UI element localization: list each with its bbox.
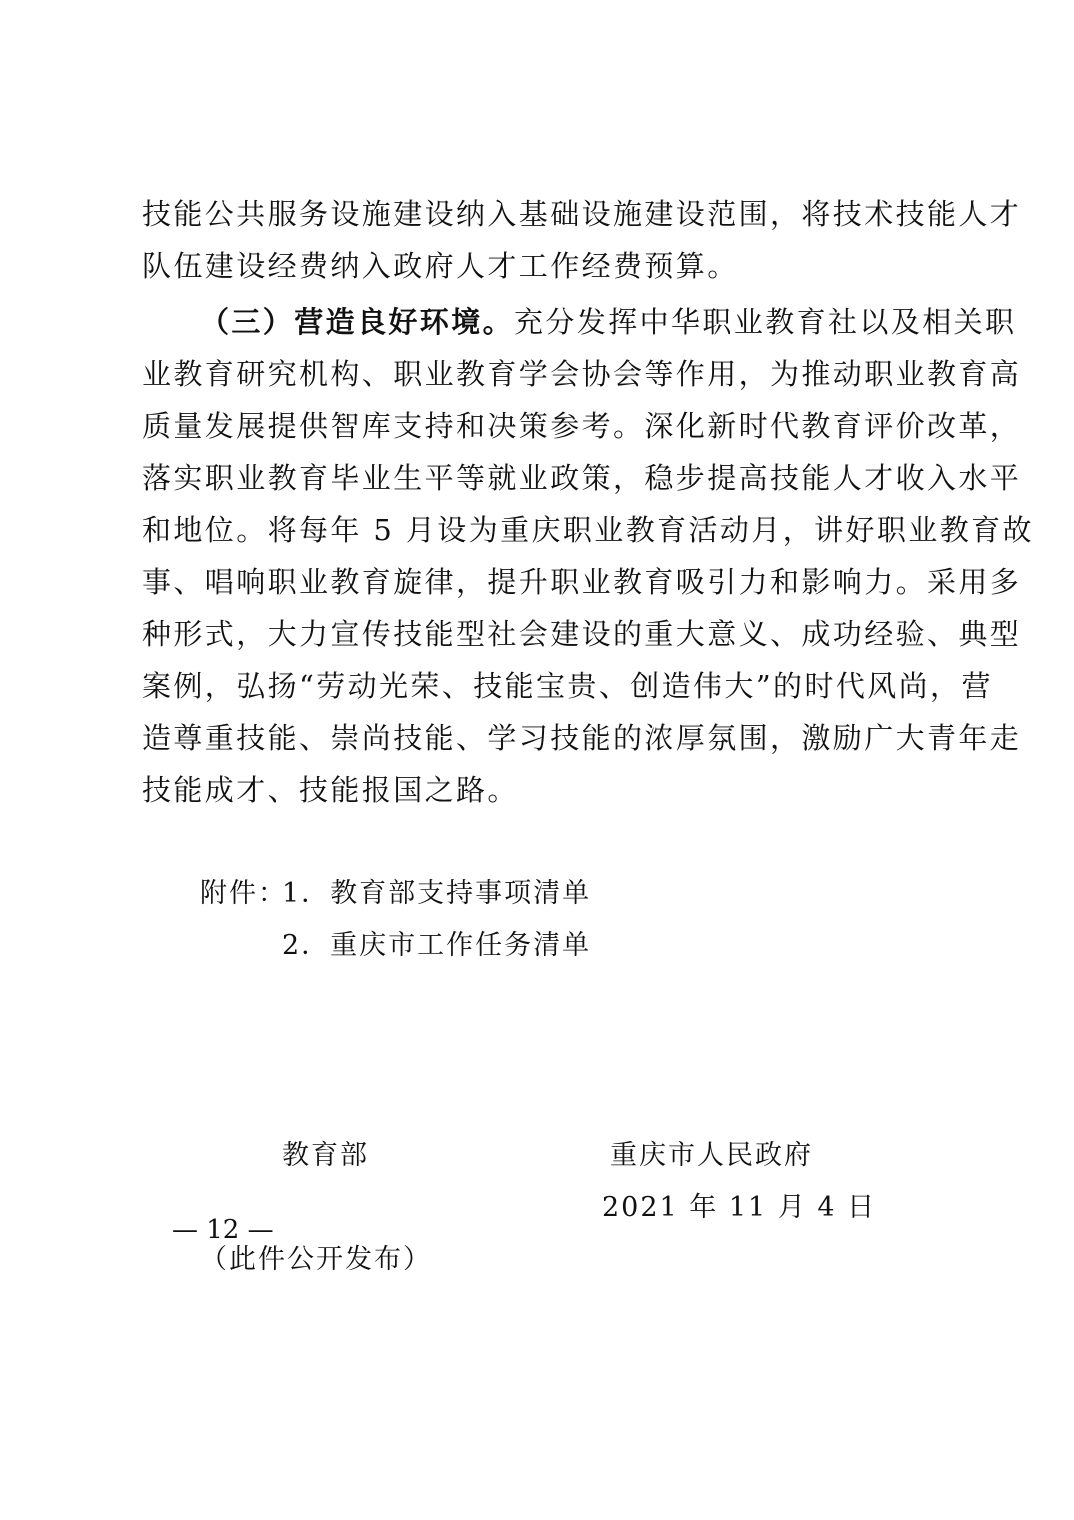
section-heading: （三）营造良好环境。 (200, 305, 515, 339)
body-line-5: 质量发展提供智库支持和决策参考。深化新时代教育评价改革， (142, 409, 1022, 443)
body-line-9: 种形式，大力宣传技能型社会建设的重大意义、成功经验、典型 (142, 617, 1022, 651)
attachment-item-2: 2．重庆市工作任务清单 (282, 930, 592, 961)
page-number: — 12 — (172, 1215, 274, 1245)
attachments-label: 附件： (200, 878, 287, 909)
body-line-2: 队伍建设经费纳入政府人才工作经费预算。 (142, 249, 739, 283)
signature-org-chongqing-government: 重庆市人民政府 (610, 1140, 813, 1171)
body-line-8: 事、唱响职业教育旋律，提升职业教育吸引力和影响力。采用多 (142, 565, 1022, 599)
attachment-item-1: 1．教育部支持事项清单 (282, 878, 592, 909)
body-line-12: 技能成才、技能报国之路。 (142, 773, 519, 807)
body-line-4: 业教育研究机构、职业教育学会协会等作用，为推动职业教育高 (142, 357, 1022, 391)
body-line-7: 和地位。将每年 5 月设为重庆职业教育活动月，讲好职业教育故 (142, 513, 1034, 547)
signature-date: 2021 年 11 月 4 日 (602, 1192, 877, 1223)
section-paragraph-first-line (200, 302, 1017, 342)
section-text: 充分发挥中华职业教育社以及相关职 (514, 305, 1017, 339)
body-line-10: 案例，弘扬“劳动光荣、技能宝贵、创造伟大”的时代风尚，营 (142, 669, 993, 703)
public-release-note: （此件公开发布） (200, 1244, 432, 1275)
body-line-6: 落实职业教育毕业生平等就业政策，稳步提高技能人才收入水平 (142, 461, 1022, 495)
body-line-1: 技能公共服务设施建设纳入基础设施建设范围，将技术技能人才 (142, 197, 1022, 231)
signature-org-education-ministry: 教育部 (282, 1140, 369, 1171)
body-line-11: 造尊重技能、崇尚技能、学习技能的浓厚氛围，激励广大青年走 (142, 721, 1022, 755)
